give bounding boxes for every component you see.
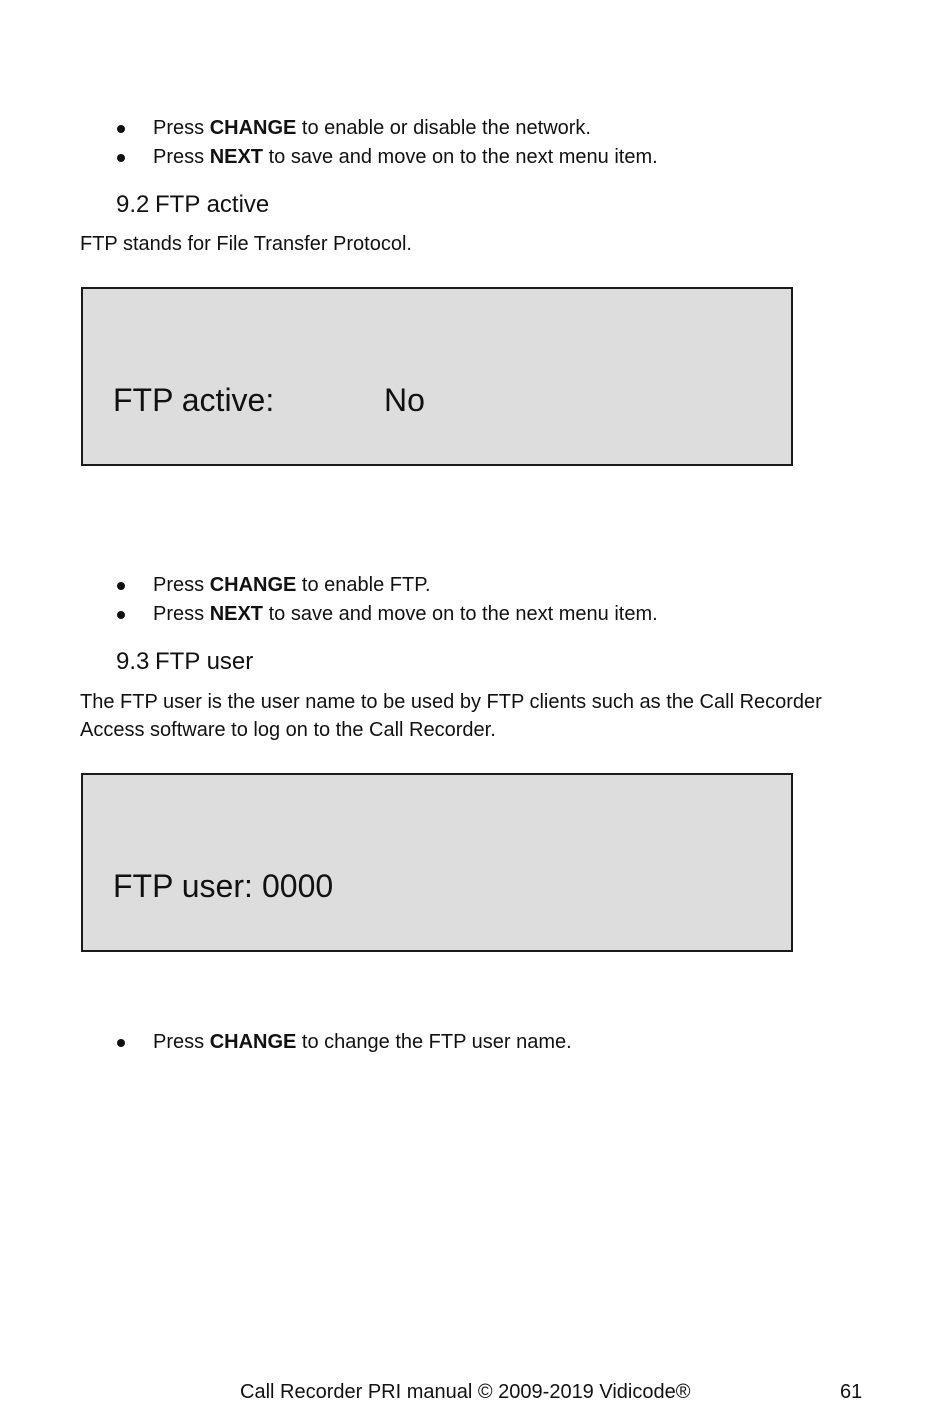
- network-bullet-list: [113, 114, 658, 172]
- key-name: NEXT: [209, 603, 264, 625]
- list-item: Press CHANGE to change the FTP user name.: [113, 1028, 572, 1057]
- key-name: CHANGE: [209, 574, 297, 596]
- bullet-icon: [117, 154, 125, 162]
- bullet-icon: [117, 611, 125, 619]
- key-name: CHANGE: [209, 117, 297, 139]
- ftp-user-description: The FTP user is the user name to be used by FTP clients such as the Call Recorder Access software to log on to the Call Recorder.: [80, 691, 822, 741]
- list-item: Press CHANGE to enable or disable the network.: [113, 114, 658, 143]
- key-name: NEXT: [209, 146, 264, 168]
- ftp-active-display: [81, 287, 793, 466]
- ftp-user-display: [81, 773, 793, 952]
- bullet-icon: [117, 582, 125, 590]
- display-value: No: [384, 382, 425, 418]
- ftp-active-description: FTP stands for File Transfer Protocol.: [80, 233, 412, 255]
- section-heading-ftp-user: [116, 647, 253, 677]
- display-value: 0000: [262, 868, 334, 904]
- display-label: FTP user:: [113, 868, 253, 904]
- footer-text: Call Recorder PRI manual © 2009-2019 Vidicode®: [240, 1381, 691, 1403]
- key-name: CHANGE: [209, 1031, 297, 1053]
- list-item: Press NEXT to save and move on to the next menu item.: [113, 600, 658, 629]
- display-label: FTP active:: [113, 382, 275, 418]
- section-number: 9.2: [116, 191, 150, 218]
- section-title: FTP active: [155, 191, 270, 218]
- ftp-user-bullet-list: [113, 1028, 572, 1057]
- section-title: FTP user: [155, 648, 254, 675]
- bullet-icon: [117, 125, 125, 133]
- section-number: 9.3: [116, 648, 150, 675]
- section-heading-ftp-active: [116, 190, 269, 220]
- bullet-icon: [117, 1039, 125, 1047]
- ftp-active-bullet-list: [113, 571, 658, 629]
- page-number: 61: [840, 1381, 863, 1403]
- list-item: Press NEXT to save and move on to the next menu item.: [113, 143, 658, 172]
- list-item: Press CHANGE to enable FTP.: [113, 571, 658, 600]
